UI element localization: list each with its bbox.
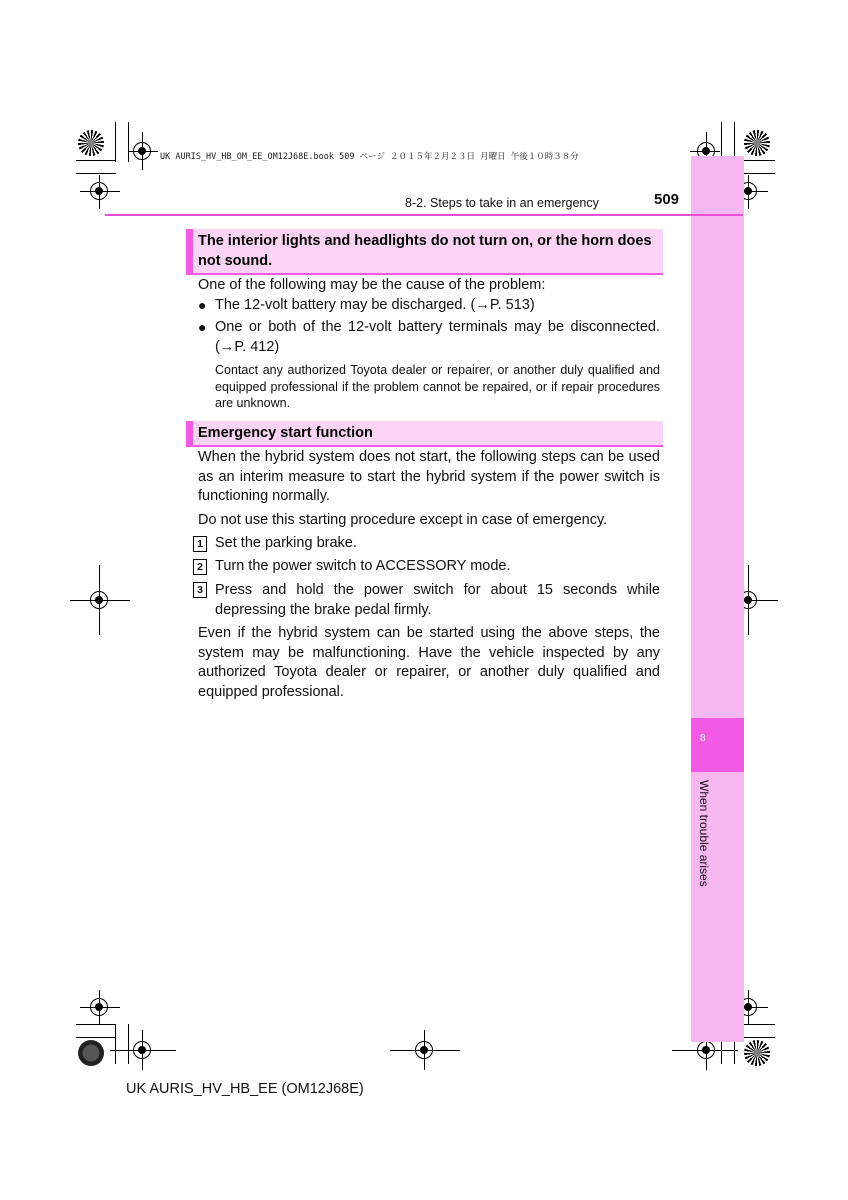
step-number: 2 bbox=[193, 559, 207, 575]
manual-code: UK AURIS_HV_HB_EE (OM12J68E) bbox=[126, 1081, 364, 1097]
trim-mark bbox=[76, 173, 116, 174]
section-title: 8-2. Steps to take in an emergency bbox=[405, 196, 599, 210]
trim-mark bbox=[115, 1024, 116, 1064]
section-heading: Emergency start function bbox=[186, 421, 663, 445]
registration-burst-icon bbox=[78, 1040, 104, 1066]
section-intro: One of the following may be the cause of the problem: bbox=[198, 277, 546, 293]
trim-mark bbox=[115, 122, 116, 162]
chapter-tab-highlight bbox=[691, 718, 744, 772]
step-text: Set the parking brake. bbox=[215, 535, 357, 551]
step-number: 1 bbox=[193, 536, 207, 552]
registration-burst-icon bbox=[78, 130, 104, 156]
registration-crosshair-icon bbox=[90, 998, 108, 1016]
chapter-title: When trouble arises bbox=[697, 780, 711, 887]
chapter-tab bbox=[691, 156, 744, 1042]
registration-crosshair-icon bbox=[90, 591, 108, 609]
step-text: Turn the power switch to ACCESSORY mode. bbox=[215, 558, 511, 574]
section-intro: When the hybrid system does not start, the following steps can be used as an interim measure to start the hybrid system if the power switch is functioning normally. bbox=[198, 449, 660, 504]
bullet-icon: ● bbox=[198, 319, 207, 335]
trim-mark bbox=[128, 1024, 129, 1064]
step-number: 3 bbox=[193, 582, 207, 598]
step-text: Press and hold the power switch for about 15 seconds while depressing the brake pedal firmly. bbox=[215, 582, 660, 618]
section-heading: The interior lights and headlights do not turn on, or the horn does not sound. bbox=[186, 229, 663, 273]
registration-burst-icon bbox=[744, 1040, 770, 1066]
bullet-item: The 12-volt battery may be discharged. (→P. 513) bbox=[215, 297, 535, 313]
registration-crosshair-icon bbox=[697, 1041, 715, 1059]
warning-text: Do not use this starting procedure except in case of emergency. bbox=[198, 512, 608, 528]
trim-mark bbox=[76, 1037, 116, 1038]
bullet-icon: ● bbox=[198, 297, 207, 313]
trim-mark bbox=[128, 122, 129, 162]
header-rule bbox=[105, 214, 743, 216]
trim-mark bbox=[76, 160, 116, 161]
registration-burst-icon bbox=[744, 130, 770, 156]
note-text: Contact any authorized Toyota dealer or repairer, or another duly qualified and equipped professional if the problem cannot be repaired, or if repair procedures are unknown. bbox=[215, 363, 660, 410]
bullet-item: One or both of the 12-volt battery terminals may be disconnected. (→P. 412) bbox=[215, 319, 660, 355]
registration-crosshair-icon bbox=[133, 142, 151, 160]
chapter-number: 8 bbox=[700, 733, 706, 744]
registration-crosshair-icon bbox=[415, 1041, 433, 1059]
trim-mark bbox=[76, 1024, 116, 1025]
print-metadata: UK AURIS_HV_HB_OM_EE_OM12J68E.book 509 ページ ２０１５年２月２３日 月曜日 午後１０時３８分 bbox=[160, 152, 579, 162]
closing-text: Even if the hybrid system can be started using the above steps, the system may be malfunctioning. Have the vehicle inspected by any authorized Toyota dealer or repairer, or another duly qualified and equipped professional. bbox=[198, 625, 660, 700]
registration-crosshair-icon bbox=[90, 182, 108, 200]
registration-crosshair-icon bbox=[133, 1041, 151, 1059]
page-number: 509 bbox=[654, 191, 680, 208]
